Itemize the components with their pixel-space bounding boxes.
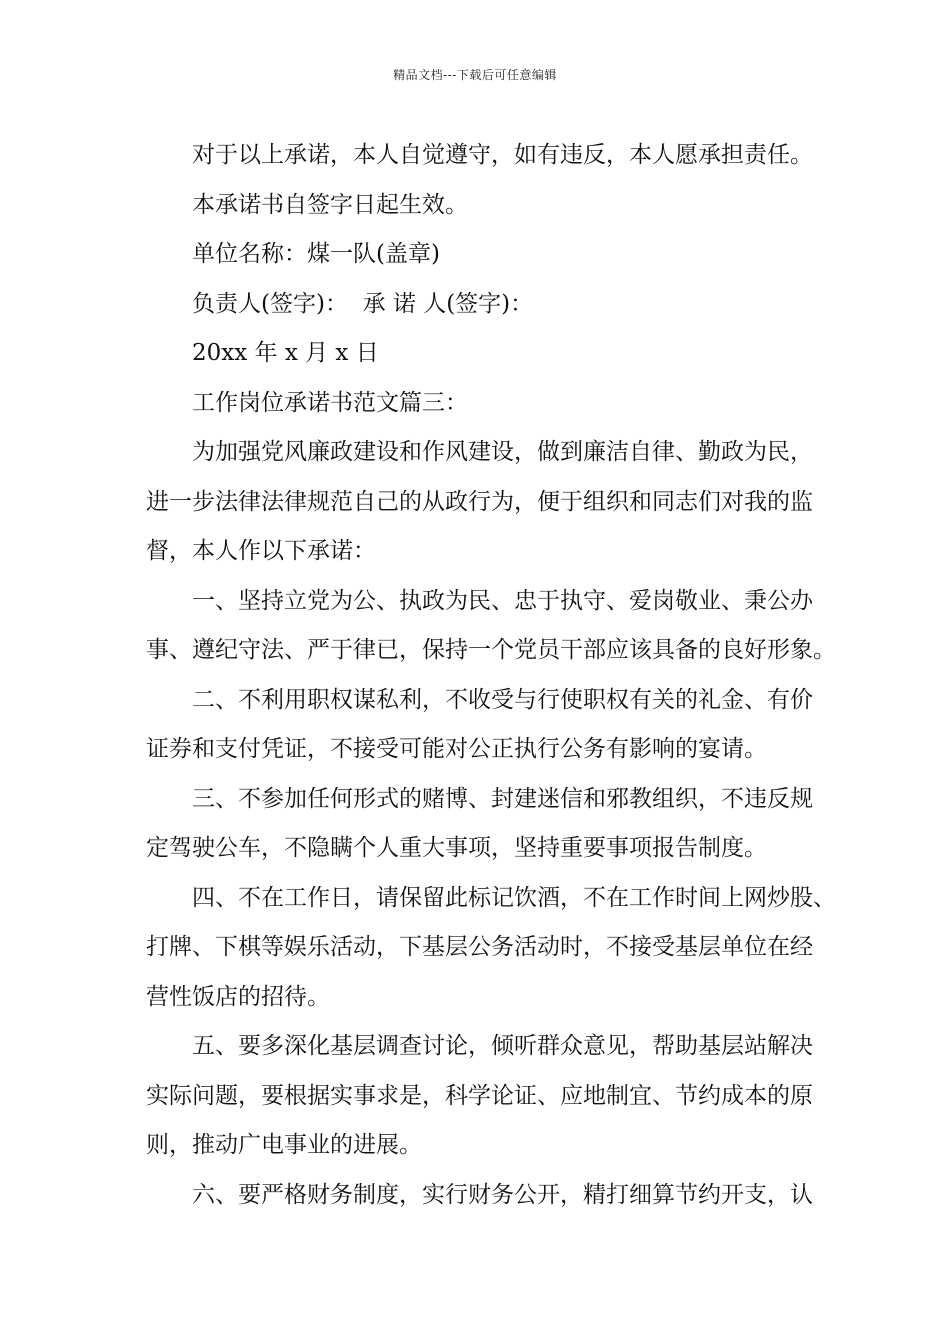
text-line: 四、不在工作日，请保留此标记饮酒，不在工作时间上网炒股、	[192, 884, 836, 911]
text-line: 进一步法律法律规范自己的从政行为，便于组织和同志们对我的监	[146, 488, 813, 515]
section-heading: 工作岗位承诺书范文篇三：	[192, 389, 468, 416]
text-line: 督，本人作以下承诺：	[146, 538, 376, 564]
text-line: 打牌、下棋等娱乐活动，下基层公务活动时，不接受基层单位在经	[146, 934, 813, 960]
text-line: 20xx 年 x 月 x 日	[192, 340, 379, 366]
text-line: 单位名称：煤一队(盖章)	[192, 241, 440, 267]
text-line: 则，推动广电事业的进展。	[146, 1132, 422, 1158]
text-line: 二、不利用职权谋私利，不收受与行使职权有关的礼金、有价	[192, 686, 813, 713]
text-line: 定驾驶公车，不隐瞒个人重大事项，坚持重要事项报告制度。	[146, 835, 767, 861]
text-line: 负责人(签字)： 承 诺 人(签字)：	[192, 290, 534, 317]
text-line: 本承诺书自签字日起生效。	[192, 191, 468, 218]
document-body	[146, 131, 836, 1220]
text-line: 证券和支付凭证，不接受可能对公正执行公务有影响的宴请。	[146, 736, 767, 762]
text-line: 一、坚持立党为公、执政为民、忠于执守、爱岗敬业、秉公办	[192, 587, 813, 614]
text-line: 三、不参加任何形式的赌博、封建迷信和邪教组织，不违反规	[192, 785, 813, 812]
text-line: 五、要多深化基层调查讨论，倾听群众意见，帮助基层站解决	[192, 1033, 813, 1059]
text-line: 对于以上承诺，本人自觉遵守，如有违反，本人愿承担责任。	[192, 142, 813, 168]
text-line: 为加强党风廉政建设和作风建设，做到廉洁自律、勤政为民，	[192, 439, 813, 465]
text-line: 六、要严格财务制度，实行财务公开，精打细算节约开支，认	[192, 1181, 813, 1208]
text-line: 事、遵纪守法、严于律已，保持一个党员干部应该具备的良好形象。	[146, 637, 836, 663]
page-header: 精品文档---下载后可任意编辑	[393, 68, 557, 82]
text-line: 营性饭店的招待。	[146, 983, 330, 1010]
text-line: 实际问题，要根据实事求是，科学论证、应地制宜、节约成本的原	[146, 1082, 813, 1109]
